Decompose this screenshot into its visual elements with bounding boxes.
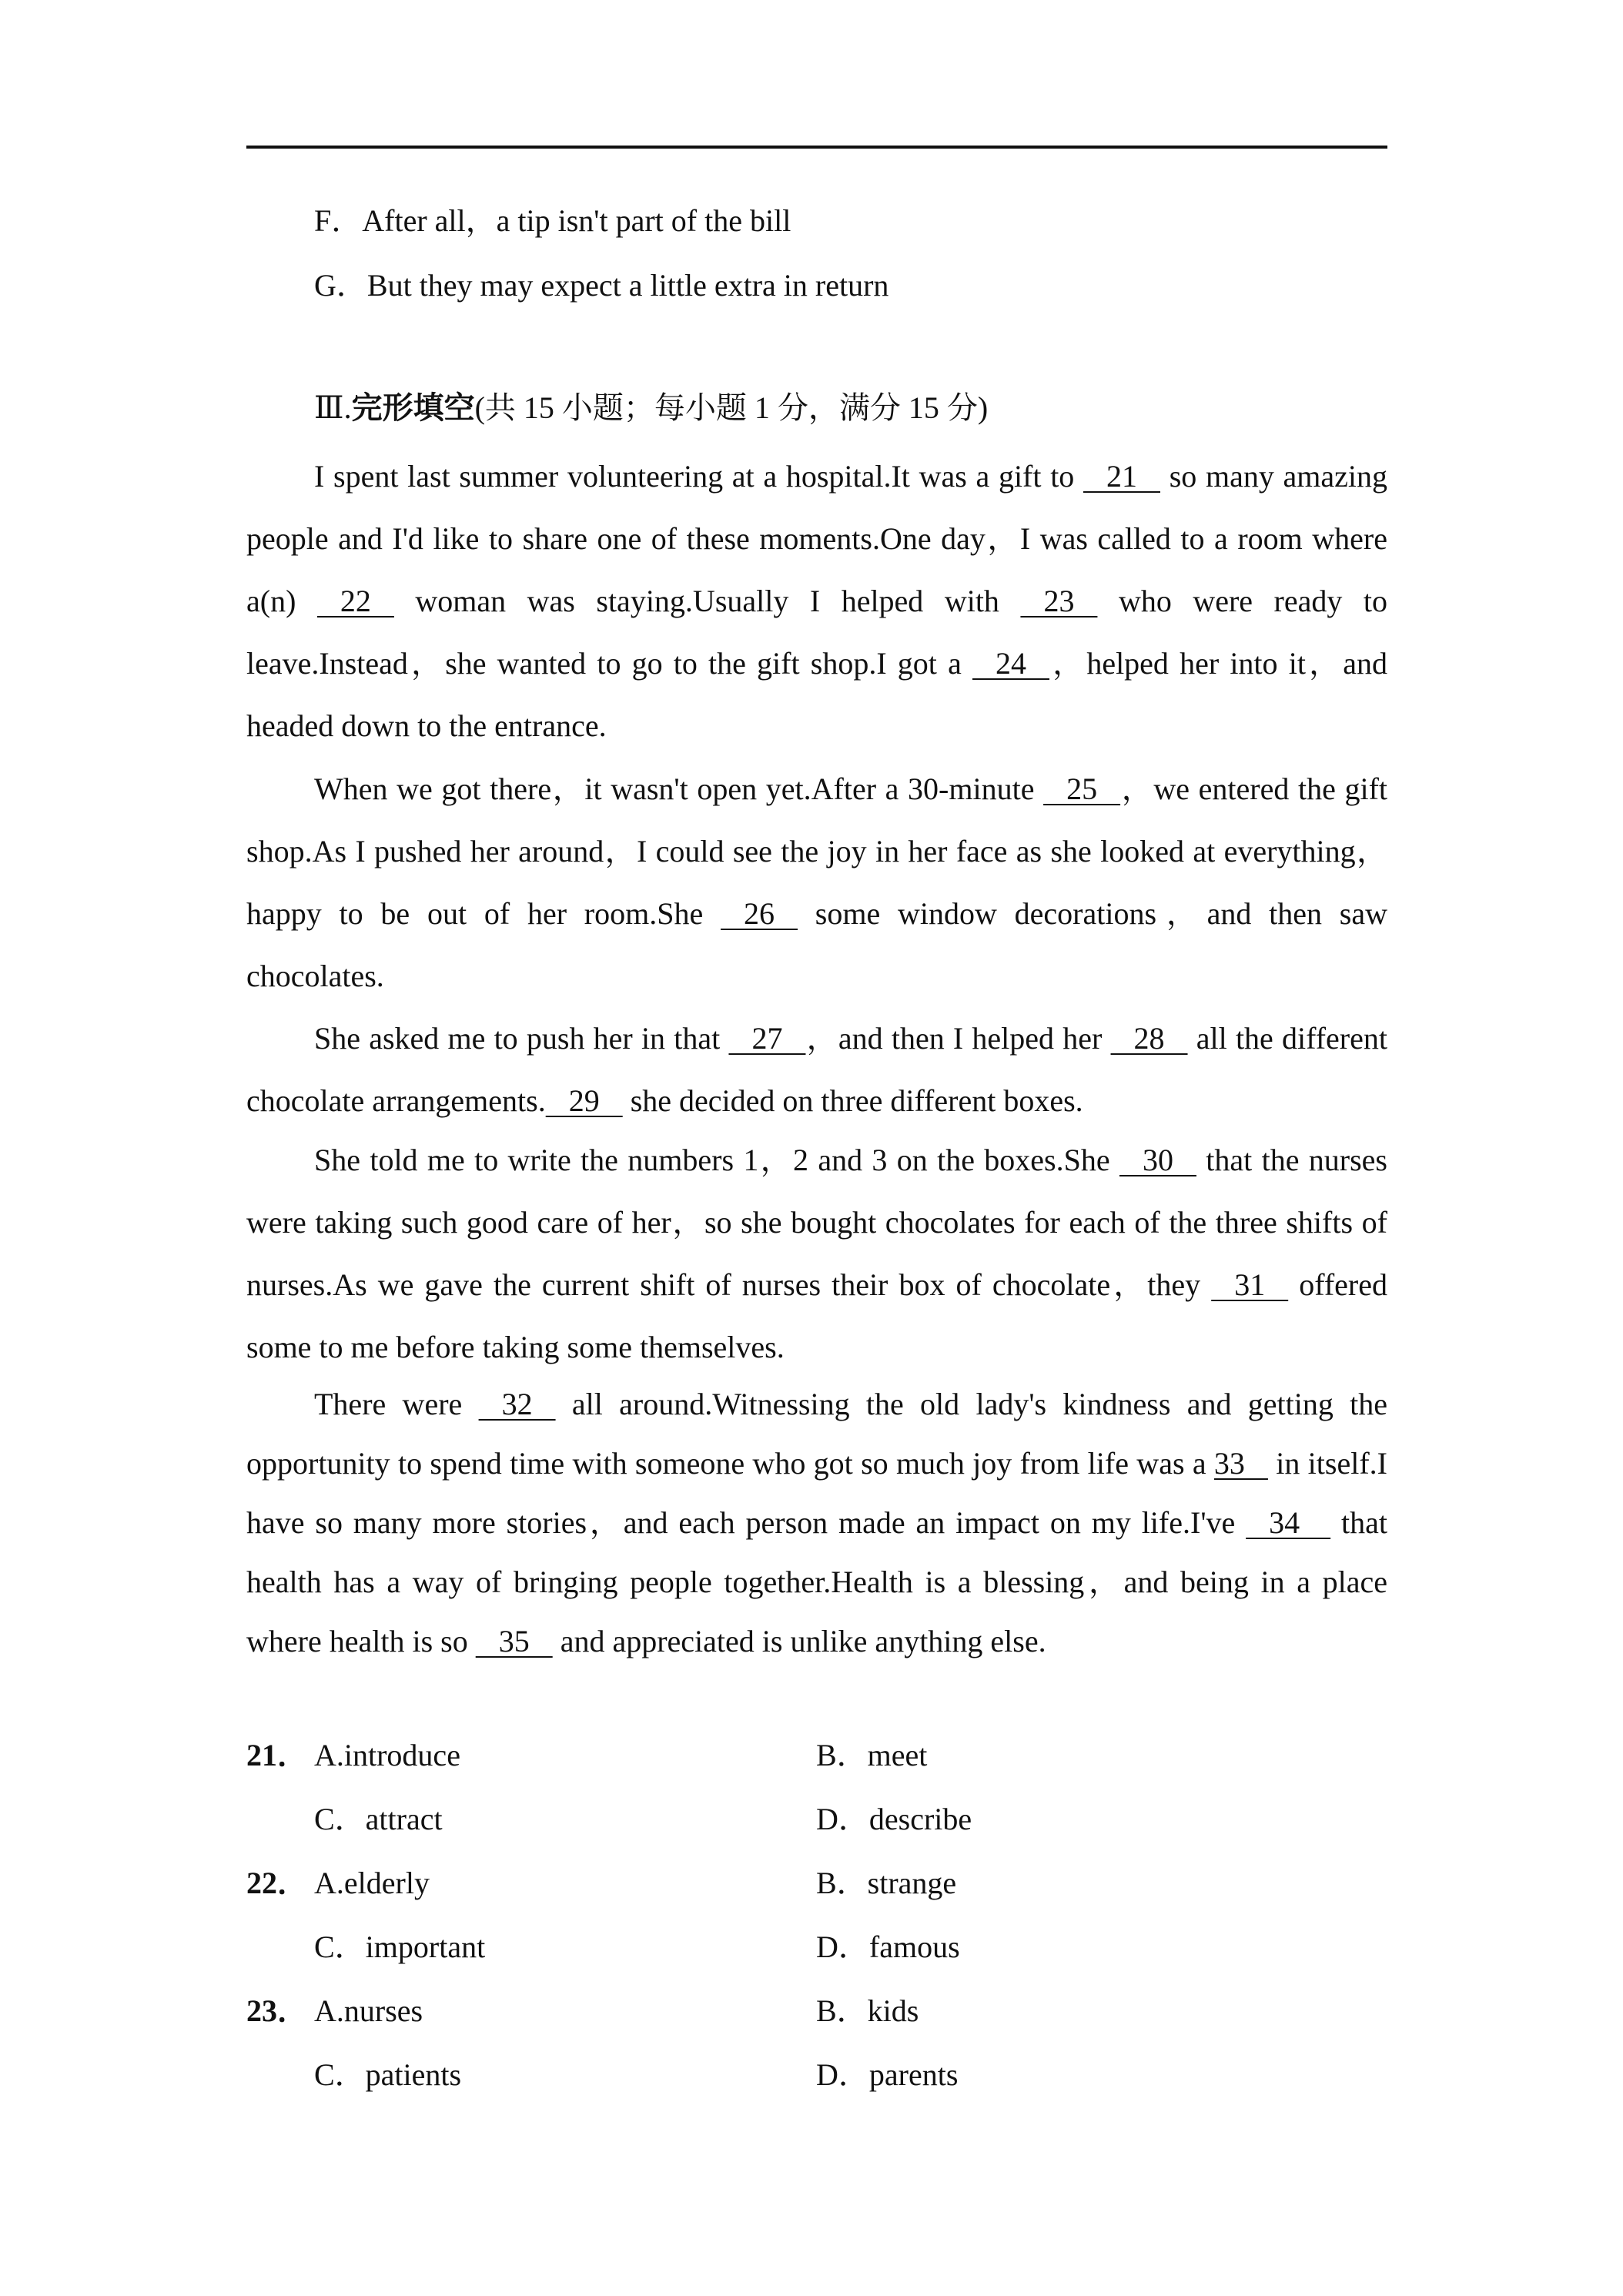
passage-text: all around.Witnessing the old lady's kindness and getting the opportunity to spend time with someone who got so much joy from life was a — [246, 1387, 1387, 1481]
question-21-row-2 — [246, 1796, 1387, 1842]
passage-paragraph-4 — [246, 1129, 1387, 1378]
answer-option: A.nurses — [314, 1993, 423, 2028]
answer-option: D．famous — [816, 1930, 960, 1964]
question-number: 22． — [246, 1866, 308, 1900]
passage-text: that health has a way of bringing people together.Health is a blessing，and being in a place where health is so — [246, 1505, 1388, 1658]
header-rule — [246, 146, 1387, 149]
section-name: 完形填空 — [351, 390, 475, 425]
previous-option-f: F．After all，a tip isn't part of the bill — [314, 203, 791, 238]
blank-30: 30 — [1119, 1143, 1196, 1177]
passage-text: She asked me to push her in that — [314, 1021, 729, 1056]
previous-option-g: G．But they may expect a little extra in return — [314, 268, 889, 303]
passage-text: I spent last summer volunteering at a hospital.It was a gift to — [314, 459, 1083, 494]
passage-text: that the nurses were taking such good care of her，so she bought chocolates for each of the three shifts of nurses.As we gave the current shift of nurses their box of chocolate，they — [246, 1143, 1387, 1302]
blank-27: 27 — [728, 1021, 806, 1056]
answer-option: A.elderly — [314, 1866, 430, 1900]
passage-text: who were ready to leave.Instead，she wanted to go to the gift shop.I got a — [246, 584, 1387, 681]
section-heading — [314, 389, 988, 427]
passage-paragraph-2 — [246, 758, 1387, 1007]
blank-28: 28 — [1110, 1021, 1188, 1056]
passage-text: so many amazing people and I'd like to share one of these moments.One day，I was called to a room where a(n) — [246, 459, 1388, 618]
question-22-row-2 — [246, 1924, 1387, 1970]
passage-text: ，helped her into it，and headed down to the entrance. — [246, 646, 1388, 743]
answer-option: B．meet — [816, 1738, 928, 1772]
passage-text: offered some to me before taking some themselves. — [246, 1267, 1387, 1364]
answer-option: B．strange — [816, 1866, 957, 1900]
passage-text: some window decorations，and then saw chocolates. — [246, 896, 1387, 993]
answer-option: C．attract — [314, 1802, 443, 1836]
question-22-row-1 — [246, 1860, 1387, 1906]
blank-34: 34 — [1246, 1505, 1331, 1540]
answer-option: C．patients — [314, 2057, 462, 2092]
passage-text: ，we entered the gift shop.As I pushed her around，I could see the joy in her face as she looked at everything，happy to be out of her room.She — [246, 771, 1388, 931]
passage-text: When we got there，it wasn't open yet.After a 30-minute — [314, 771, 1044, 806]
answer-option: C．important — [314, 1930, 486, 1964]
question-number: 21． — [246, 1738, 308, 1772]
passage-paragraph-5 — [246, 1374, 1387, 1671]
question-23-row-2 — [246, 2052, 1387, 2098]
question-23-row-1 — [246, 1988, 1387, 2034]
blank-25: 25 — [1043, 771, 1121, 806]
answer-option: D．parents — [816, 2057, 959, 2092]
passage-text: in itself.I have so many more stories，and each person made an impact on my life.I've — [246, 1446, 1387, 1540]
section-scoring-note: (共 15 小题；每小题 1 分，满分 15 分) — [474, 390, 989, 425]
section-numeral: Ⅲ. — [314, 390, 352, 425]
answer-option: D．describe — [816, 1802, 972, 1836]
passage-text: all the different chocolate arrangements. — [246, 1021, 1387, 1118]
blank-31: 31 — [1211, 1267, 1289, 1302]
blank-32: 32 — [478, 1387, 556, 1421]
passage-text: she decided on three different boxes. — [622, 1083, 1083, 1118]
answer-option: A.introduce — [314, 1738, 460, 1772]
passage-text: woman was staying.Usually I helped with — [393, 584, 1021, 618]
blank-24: 24 — [972, 646, 1049, 681]
passage-text: ，and then I helped her — [805, 1021, 1111, 1056]
blank-29: 29 — [545, 1083, 623, 1118]
passage-paragraph-1 — [246, 445, 1387, 757]
passage-text: and appreciated is unlike anything else. — [552, 1624, 1046, 1658]
passage-text: There were — [314, 1387, 479, 1421]
question-21-row-1 — [246, 1732, 1387, 1779]
blank-23: 23 — [1020, 584, 1098, 618]
answer-option: B．kids — [816, 1993, 919, 2028]
question-number: 23． — [246, 1993, 308, 2028]
blank-26: 26 — [721, 896, 798, 931]
blank-22: 22 — [316, 584, 394, 618]
passage-text: She told me to write the numbers 1，2 and 3 on the boxes.She — [314, 1143, 1119, 1177]
blank-21: 21 — [1083, 459, 1160, 494]
blank-33: 33 — [1213, 1446, 1268, 1481]
passage-paragraph-3 — [246, 1007, 1387, 1132]
blank-35: 35 — [475, 1624, 553, 1658]
